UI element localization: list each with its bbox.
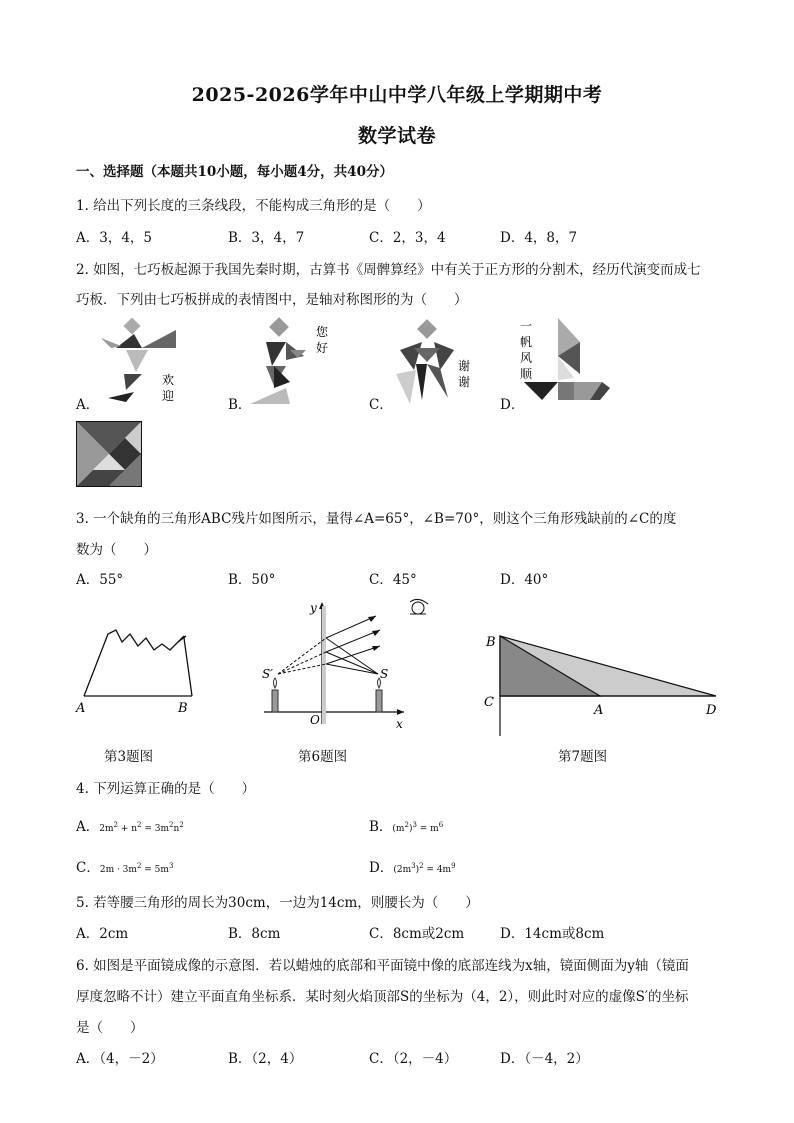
q4-label-a: A． bbox=[76, 819, 100, 835]
hello-text-1: 您 bbox=[316, 325, 329, 339]
q4-formula-a: $2m^2 + n^2 = 3m^2n^2$ bbox=[99, 821, 184, 834]
question-5-stem: 5. 若等腰三角形的周长为30cm，一边为14cm，则腰长为（ ） bbox=[76, 895, 479, 911]
q6-option-d: D．（－4，2） bbox=[500, 1051, 589, 1067]
fig6-axis-y: y bbox=[310, 601, 317, 615]
welcome-text-1: 欢 bbox=[162, 373, 175, 387]
q4-option-b bbox=[369, 815, 443, 835]
q3-option-a: A．55° bbox=[76, 572, 124, 588]
fig6-virtual-source: S′ bbox=[262, 667, 273, 681]
question-4-stem: 4. 下列运算正确的是（ ） bbox=[76, 781, 256, 797]
hello-text-2: 好 bbox=[316, 341, 329, 355]
broken-triangle-figure bbox=[74, 620, 204, 720]
exam-subtitle: 数学试卷 bbox=[357, 125, 436, 147]
q4-formula-c: $2m \cdot 3m^2 = 5m^3$ bbox=[99, 862, 174, 875]
mirror-reflection-figure bbox=[254, 594, 444, 734]
question-6-stem-1: 6. 如图是平面镜成像的示意图．若以蜡烛的底部和平面镜中像的底部连线为x轴，镜面侧面为y轴（镜面 bbox=[76, 958, 689, 974]
thanks-text-2: 谢 bbox=[458, 375, 471, 389]
fig3-vertex-b: B bbox=[178, 701, 188, 716]
tangram-square-figure bbox=[76, 421, 142, 487]
welcome-text-2: 迎 bbox=[162, 389, 175, 403]
q5-option-d: D．14cm或8cm bbox=[500, 926, 605, 942]
sailing-text-3: 风 bbox=[520, 351, 533, 365]
tangram-thanks bbox=[392, 318, 482, 406]
q4-option-a bbox=[76, 815, 184, 835]
fig3-vertex-a: A bbox=[76, 701, 86, 716]
q4-option-d bbox=[369, 856, 456, 876]
exam-title: 2025-2026学年中山中学八年级上学期期中考 bbox=[191, 84, 603, 106]
q4-label-b: B． bbox=[369, 819, 393, 835]
question-2-stem-2: 巧板．下列由七巧板拼成的表情图中，是轴对称图形的为（ ） bbox=[76, 292, 468, 308]
q3-option-d: D．40° bbox=[500, 572, 549, 588]
q1-option-d: D．4，8，7 bbox=[500, 230, 578, 246]
thanks-text-1: 谢 bbox=[458, 359, 471, 373]
fig7-caption: 第7题图 bbox=[558, 749, 608, 765]
q2-option-d: D． bbox=[500, 397, 525, 413]
q2-option-a: A． bbox=[76, 397, 100, 413]
fig6-origin: O bbox=[310, 713, 320, 727]
q3-option-c: C．45° bbox=[369, 572, 417, 588]
q1-option-a: A．3，4，5 bbox=[76, 230, 153, 246]
q6-option-c: C．（2，－4） bbox=[369, 1051, 458, 1067]
section-heading: 一、选择题（本题共10小题，每小题4分，共40分） bbox=[76, 164, 393, 180]
q2-option-c: C． bbox=[369, 397, 393, 413]
question-6-stem-2: 厚度忽略不计）建立平面直角坐标系．某时刻火焰顶部S的坐标为（4，2），则此时对应的虚像S′的坐标 bbox=[76, 989, 689, 1005]
q4-label-c: C． bbox=[76, 860, 100, 876]
q6-option-b: B．（2，4） bbox=[228, 1051, 303, 1067]
question-3-stem-1: 3. 一个缺角的三角形ABC残片如图所示，量得∠A=65°，∠B=70°，则这个三角形残缺前的∠C的度 bbox=[76, 511, 677, 527]
q5-option-b: B．8cm bbox=[228, 926, 281, 942]
q5-option-a: A．2cm bbox=[76, 926, 129, 942]
q4-formula-b: $(m^2)^3 = m^6$ bbox=[392, 821, 444, 834]
q4-option-c bbox=[76, 856, 173, 876]
tangram-sailing bbox=[518, 316, 614, 406]
fig3-caption: 第3题图 bbox=[104, 749, 154, 765]
question-6-stem-3: 是（ ） bbox=[76, 1020, 144, 1036]
fig6-axis-x: x bbox=[396, 717, 403, 731]
q1-option-c: C．2，3，4 bbox=[369, 230, 446, 246]
q6-option-a: A．（4，－2） bbox=[76, 1051, 164, 1067]
question-1-stem: 1. 给出下列长度的三条线段，不能构成三角形的是（ ） bbox=[76, 198, 431, 214]
fig7-point-b: B bbox=[486, 635, 496, 650]
question-2-stem-1: 2. 如图，七巧板起源于我国先秦时期，古算书《周髀算经》中有关于正方形的分割术，经历代演变而成七 bbox=[76, 262, 701, 278]
fig6-source: S bbox=[380, 667, 389, 681]
sailing-text-1: 一 bbox=[520, 319, 533, 333]
triangles-figure bbox=[480, 628, 724, 740]
fig7-point-a: A bbox=[594, 703, 604, 718]
fig7-point-d: D bbox=[706, 703, 717, 718]
q3-option-b: B．50° bbox=[228, 572, 276, 588]
tangram-hello bbox=[250, 316, 340, 406]
question-3-stem-2: 数为（ ） bbox=[76, 542, 157, 558]
sailing-text-4: 顺 bbox=[520, 367, 533, 381]
q1-option-b: B．3，4，7 bbox=[228, 230, 305, 246]
sailing-text-2: 帆 bbox=[520, 335, 533, 349]
fig7-point-c: C bbox=[484, 695, 494, 710]
q4-formula-d: $(2m^3)^2 = 4m^9$ bbox=[393, 862, 456, 875]
q2-option-b: B． bbox=[228, 397, 252, 413]
q5-option-c: C．8cm或2cm bbox=[369, 926, 465, 942]
fig6-caption: 第6题图 bbox=[298, 749, 348, 765]
q4-label-d: D． bbox=[369, 860, 394, 876]
tangram-welcome bbox=[96, 318, 186, 406]
